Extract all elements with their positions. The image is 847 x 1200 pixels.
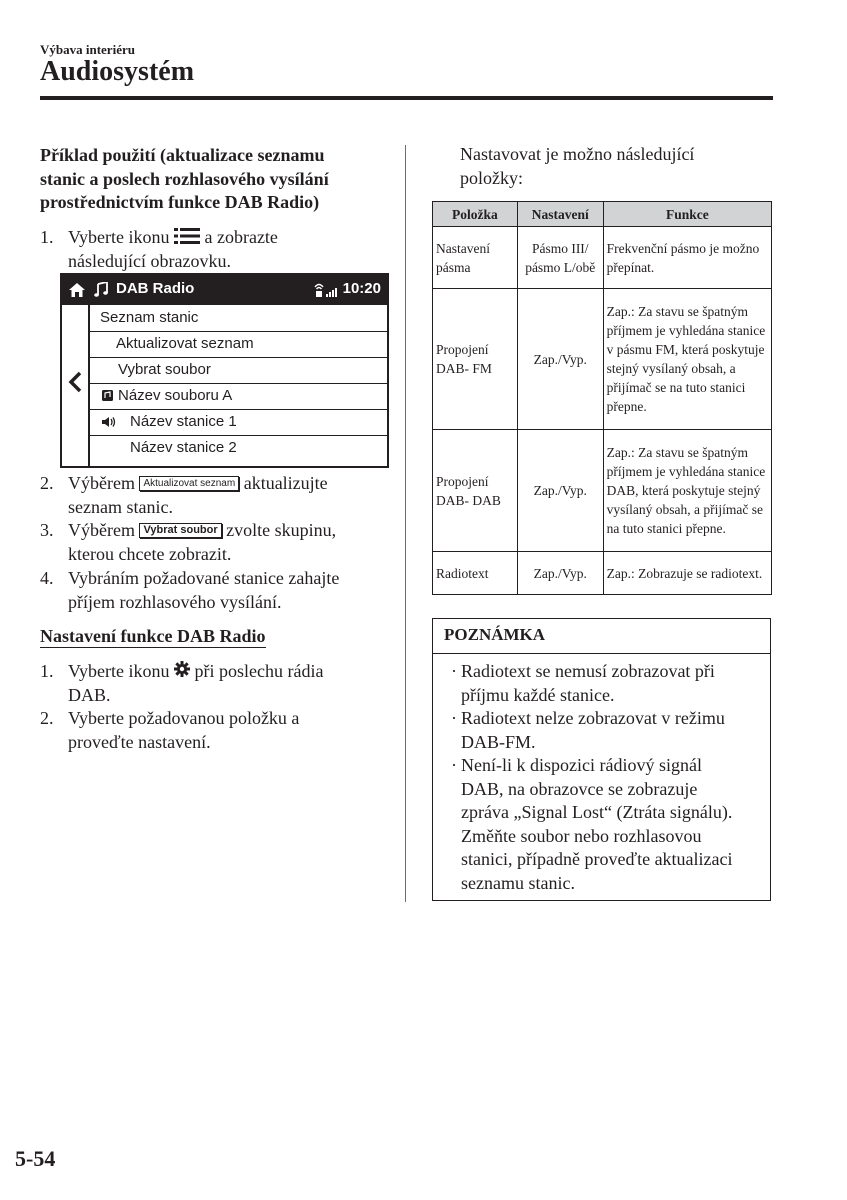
- folder-icon: [101, 389, 114, 402]
- title-rule: [40, 96, 773, 100]
- screen-list: [88, 305, 389, 468]
- signal-icon: [313, 281, 341, 299]
- screen-clock: 10:20: [342, 280, 381, 297]
- table-cell: Radiotext: [433, 552, 518, 595]
- column-divider: [405, 145, 406, 902]
- update-list-button[interactable]: Aktualizovat seznam: [139, 476, 239, 491]
- page-number: 5-54: [15, 1146, 56, 1171]
- table-header-row: [433, 202, 772, 227]
- note-box: [432, 618, 771, 901]
- section-label: Výbava interiéru: [40, 42, 135, 57]
- step-3: 3. Výběrem Vybrat soubor zvolte skupinu, kterou chcete zobrazit.: [40, 520, 337, 564]
- speaker-icon: [101, 416, 117, 428]
- table-cell: Zap./Vyp.: [517, 552, 603, 595]
- table-header: Funkce: [603, 202, 771, 227]
- settings-step-1: 1. Vyberte ikonu při poslechu rádia DAB.: [40, 661, 324, 705]
- music-note-icon: [94, 282, 108, 298]
- list-item[interactable]: Název stanice 1: [90, 409, 389, 436]
- settings-table: [432, 201, 772, 595]
- table-header: Nastavení: [517, 202, 603, 227]
- table-cell: Zap.: Za stavu se špatným příjmem je vyhledána stanice DAB, která poskytuje stejný vysílaný obsah, a přijímač se na tuto stanici přepne.: [603, 430, 771, 552]
- note-item: · Není-li k dispozici rádiový signál DAB, na obrazovce se zobrazuje zpráva „Signal Lost“ (Ztráta signálu). Změňte soubor nebo rozhlasovou stanici, případně proveďte aktualizaci seznamu stanic.: [451, 755, 733, 893]
- table-cell: Zap.: Zobrazuje se radiotext.: [603, 552, 771, 595]
- table-cell: Pásmo III/ pásmo L/obě: [517, 227, 603, 289]
- back-chevron-icon[interactable]: [68, 371, 82, 393]
- table-cell: Zap.: Za stavu se špatným příjmem je vyhledána stanice v pásmu FM, která poskytuje stejný vysílaný obsah, a přijímač se na tuto stanici přepne.: [603, 289, 771, 430]
- table-row: [433, 289, 772, 430]
- dab-radio-screen: [60, 273, 389, 468]
- list-item[interactable]: Název souboru A: [90, 383, 389, 410]
- table-intro: Nastavovat je možno následující položky:: [460, 144, 695, 188]
- table-cell: Propojení DAB- DAB: [433, 430, 518, 552]
- list-item[interactable]: Název stanice 2: [130, 439, 237, 456]
- step-2: 2. Výběrem Aktualizovat seznam aktualizujte seznam stanic.: [40, 473, 328, 517]
- list-item[interactable]: Vybrat soubor: [90, 357, 389, 384]
- table-cell: Nastavení pásma: [433, 227, 518, 289]
- screen-header: [62, 275, 387, 305]
- home-icon[interactable]: [68, 282, 86, 298]
- example-heading: Příklad použití (aktualizace seznamu stanic a poslech rozhlasového vysílání prostřednictvím funkce DAB Radio): [40, 145, 329, 212]
- table-cell: Propojení DAB- FM: [433, 289, 518, 430]
- select-file-button[interactable]: Vybrat soubor: [139, 523, 221, 538]
- settings-step-2: 2. Vyberte požadovanou položku a proveďte nastavení.: [40, 708, 300, 752]
- table-row: [433, 227, 772, 289]
- note-title: POZNÁMKA: [444, 625, 546, 644]
- settings-heading: Nastavení funkce DAB Radio: [40, 626, 266, 646]
- page-title: Audiosystém: [40, 56, 195, 87]
- table-cell: Zap./Vyp.: [517, 289, 603, 430]
- note-item: · Radiotext se nemusí zobrazovat při příjmu každé stanice.: [451, 661, 715, 705]
- table-row: [433, 430, 772, 552]
- gear-icon: [174, 661, 190, 677]
- list-item[interactable]: Seznam stanic: [90, 305, 389, 332]
- note-header: [433, 619, 770, 654]
- step-1: 1. Vyberte ikonu a zobrazte následující obrazovku.: [40, 227, 278, 271]
- table-cell: Frekvenční pásmo je možno přepínat.: [603, 227, 771, 289]
- table-row: [433, 552, 772, 595]
- step-4: 4. Vybráním požadované stanice zahajte příjem rozhlasového vysílání.: [40, 568, 340, 612]
- table-cell: Zap./Vyp.: [517, 430, 603, 552]
- list-icon: [174, 227, 200, 245]
- table-header: Položka: [433, 202, 518, 227]
- screen-title: DAB Radio: [116, 280, 195, 297]
- note-item: · Radiotext nelze zobrazovat v režimu DAB-FM.: [451, 708, 725, 752]
- list-item[interactable]: Aktualizovat seznam: [90, 331, 389, 358]
